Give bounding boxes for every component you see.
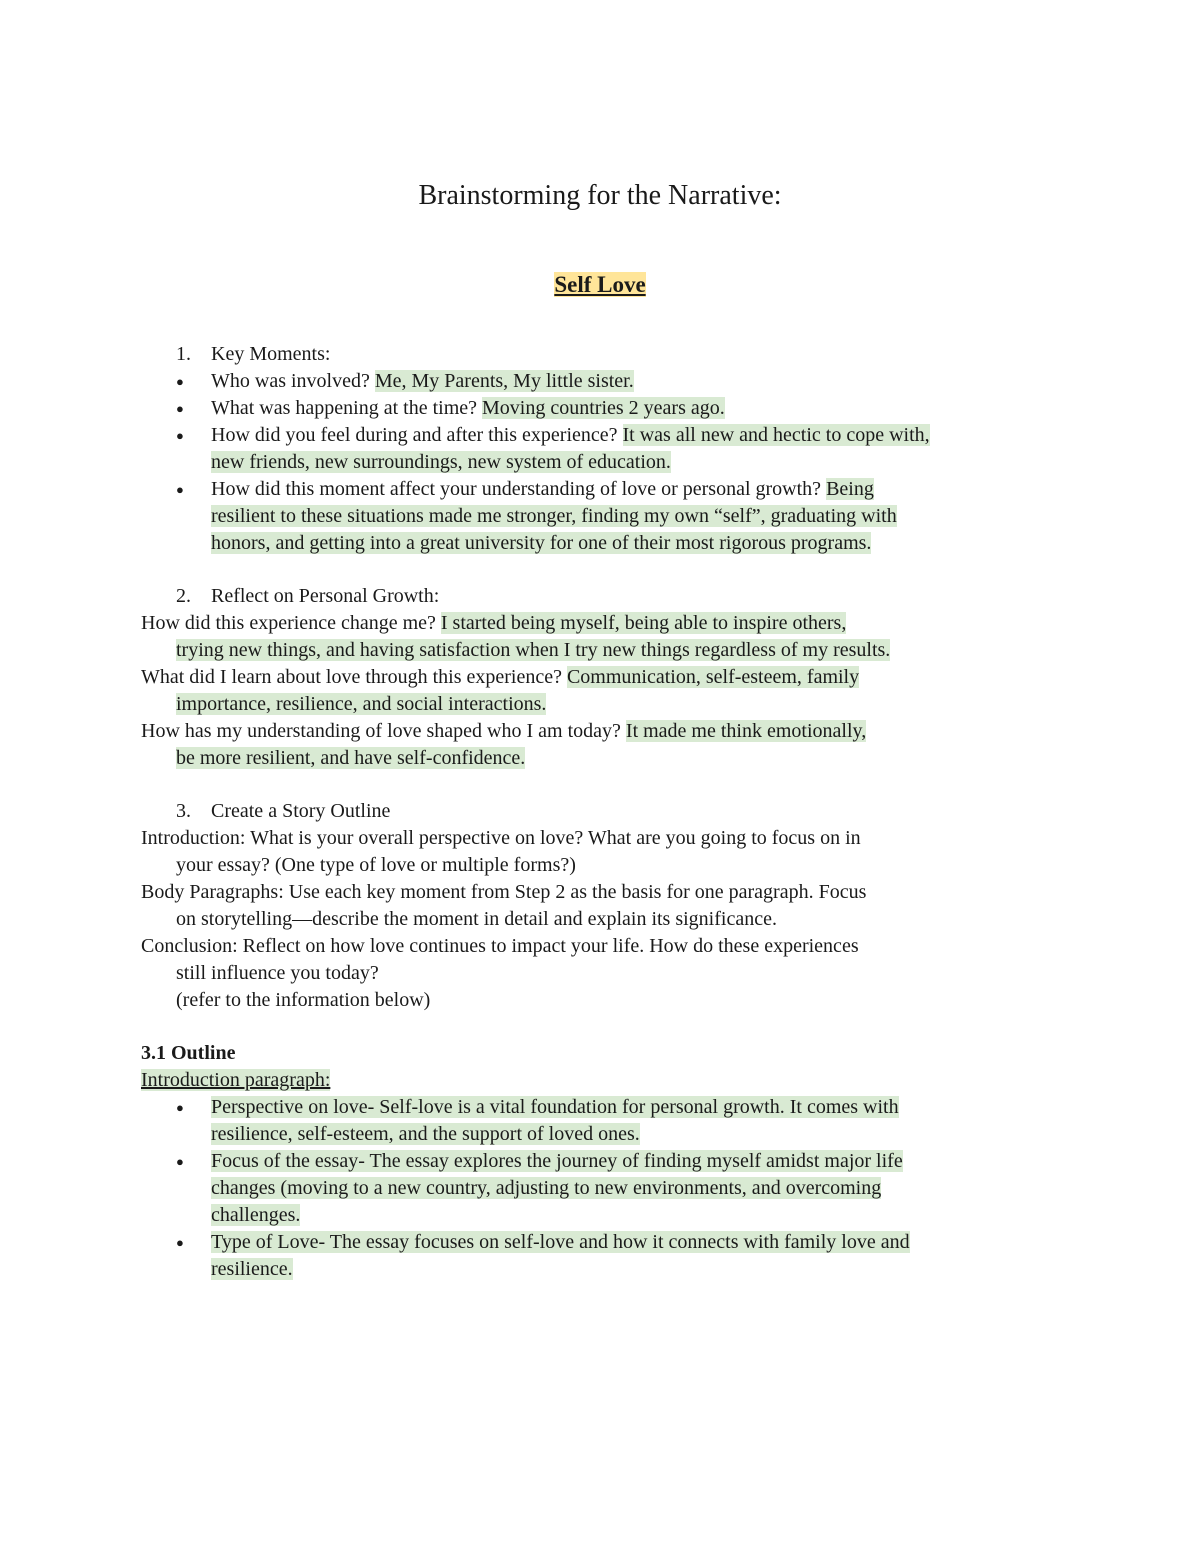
outline-heading: 3.1 Outline (141, 1042, 236, 1064)
list-item: ● How did this moment affect your understanding of love or personal growth? Being (176, 476, 1076, 503)
list-item-continuation: resilience. (211, 1258, 293, 1280)
document-body (141, 341, 1076, 1283)
reflection-continuation: be more resilient, and have self-confidence. (176, 747, 526, 769)
bullet-icon: ● (176, 428, 184, 443)
section-heading: 2. Reflect on Personal Growth: (176, 583, 1076, 610)
list-item: ● How did you feel during and after this experience? It was all new and hectic to cope with, (176, 422, 1076, 449)
bullet-icon: ● (176, 1100, 184, 1115)
reflection-continuation: trying new things, and having satisfaction when I try new things regardless of my results. (176, 639, 891, 661)
outline-continuation: on storytelling—describe the moment in detail and explain its significance. (176, 908, 777, 930)
section-heading: 1. Key Moments: (176, 341, 1076, 368)
list-item-continuation: resilient to these situations made me stronger, finding my own “self”, graduating with (211, 505, 897, 527)
page-title: Brainstorming for the Narrative: (418, 180, 782, 211)
section-heading: 3. Create a Story Outline (176, 798, 1076, 825)
list-number: 3. (176, 800, 191, 822)
bullet-icon: ● (176, 1154, 184, 1169)
list-item: ● Perspective on love- Self-love is a vital foundation for personal growth. It comes with (176, 1094, 1076, 1121)
page-subtitle (0, 270, 1200, 300)
subtitle-text: Self Love (554, 272, 646, 297)
bullet-icon: ● (176, 401, 184, 416)
reflection-line: How has my understanding of love shaped who I am today? It made me think emotionally, (141, 720, 867, 742)
outline-continuation: (refer to the information below) (176, 989, 431, 1011)
list-item: ● Type of Love- The essay focuses on self-love and how it connects with family love and (176, 1229, 1076, 1256)
bullet-icon: ● (176, 482, 184, 497)
list-item-continuation: new friends, new surroundings, new system of education. (211, 451, 671, 473)
bullet-icon: ● (176, 374, 184, 389)
list-number: 1. (176, 343, 191, 365)
outline-continuation: still influence you today? (176, 962, 379, 984)
list-item: ● What was happening at the time? Moving countries 2 years ago. (176, 395, 1076, 422)
list-item: ● Focus of the essay- The essay explores the journey of finding myself amidst major life (176, 1148, 1076, 1175)
outline-line: Conclusion: Reflect on how love continues to impact your life. How do these experiences (141, 935, 859, 957)
list-item-continuation: challenges. (211, 1204, 301, 1226)
outline-continuation: your essay? (One type of love or multiple forms?) (176, 854, 576, 876)
list-item-continuation: honors, and getting into a great university for one of their most rigorous programs. (211, 532, 872, 554)
list-number: 2. (176, 585, 191, 607)
reflection-line: What did I learn about love through this experience? Communication, self-esteem, family (141, 666, 860, 688)
outline-subheading: Introduction paragraph: (141, 1069, 331, 1091)
outline-line: Body Paragraphs: Use each key moment from Step 2 as the basis for one paragraph. Focus (141, 881, 867, 903)
outline-line: Introduction: What is your overall perspective on love? What are you going to focus on in (141, 827, 861, 849)
list-item: ● Who was involved? Me, My Parents, My little sister. (176, 368, 1076, 395)
reflection-continuation: importance, resilience, and social interactions. (176, 693, 547, 715)
bullet-icon: ● (176, 1235, 184, 1250)
reflection-line: How did this experience change me? I started being myself, being able to inspire others, (141, 612, 847, 634)
list-item-continuation: changes (moving to a new country, adjusting to new environments, and overcoming (211, 1177, 882, 1199)
list-item-continuation: resilience, self-esteem, and the support of loved ones. (211, 1123, 640, 1145)
